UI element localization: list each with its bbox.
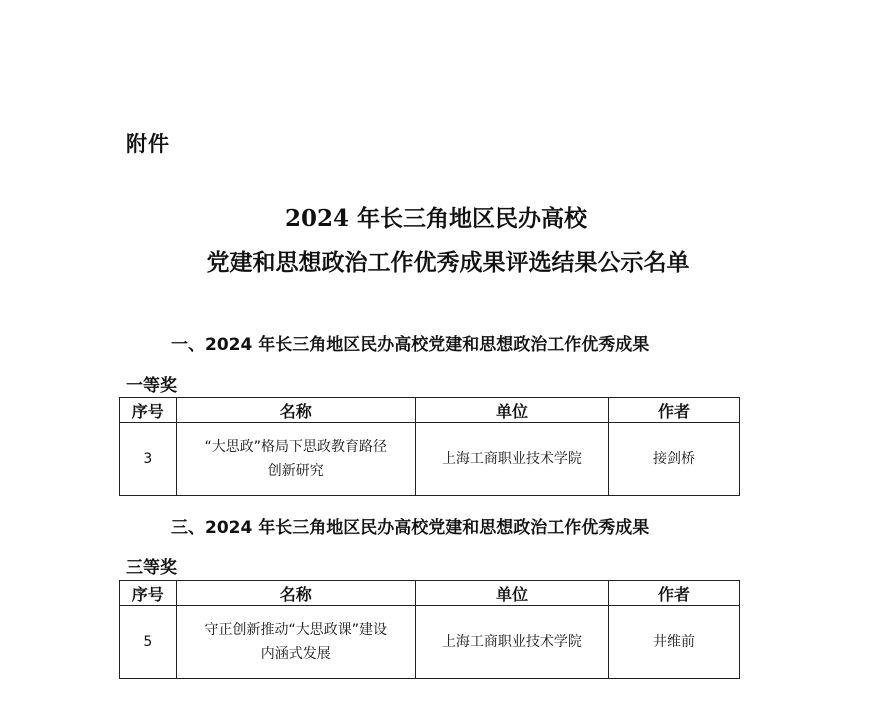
column-header-name: 名称 xyxy=(176,581,415,606)
cell-author: 接剑桥 xyxy=(609,423,740,496)
section-heading-first: 一、2024 年长三角地区民办高校党建和思想政治工作优秀成果 xyxy=(171,335,650,355)
cell-name xyxy=(176,606,415,679)
cell-name-line2: 创新研究 xyxy=(267,463,324,479)
document-title-line2: 党建和思想政治工作优秀成果评选结果公示名单 xyxy=(206,249,690,276)
cell-name-line1: “大思政”格局下思政教育路径 xyxy=(204,439,387,455)
table-header-row xyxy=(120,398,740,423)
cell-unit: 上海工商职业技术学院 xyxy=(415,606,608,679)
column-header-author: 作者 xyxy=(609,581,740,606)
column-header-number: 序号 xyxy=(120,581,177,606)
cell-name xyxy=(176,423,415,496)
document-title-line1: 2024 年长三角地区民办高校 xyxy=(284,205,588,232)
column-header-name: 名称 xyxy=(176,398,415,423)
cell-number: 5 xyxy=(120,606,177,679)
attachment-label: 附件 xyxy=(126,132,170,156)
table-row xyxy=(120,423,740,496)
column-header-unit: 单位 xyxy=(415,398,608,423)
cell-number: 3 xyxy=(120,423,177,496)
column-header-unit: 单位 xyxy=(415,581,608,606)
section-heading-third: 三、2024 年长三角地区民办高校党建和思想政治工作优秀成果 xyxy=(171,518,650,538)
prize-level-first: 一等奖 xyxy=(126,376,177,396)
cell-author: 井维前 xyxy=(609,606,740,679)
cell-name-line2: 内涵式发展 xyxy=(260,646,331,662)
cell-name-line1: 守正创新推动“大思政课”建设 xyxy=(204,622,387,638)
results-table-third-prize xyxy=(119,580,740,679)
prize-level-third: 三等奖 xyxy=(126,558,177,578)
cell-unit: 上海工商职业技术学院 xyxy=(415,423,608,496)
column-header-author: 作者 xyxy=(609,398,740,423)
table-header-row xyxy=(120,581,740,606)
column-header-number: 序号 xyxy=(120,398,177,423)
results-table-first-prize xyxy=(119,397,740,496)
table-row xyxy=(120,606,740,679)
